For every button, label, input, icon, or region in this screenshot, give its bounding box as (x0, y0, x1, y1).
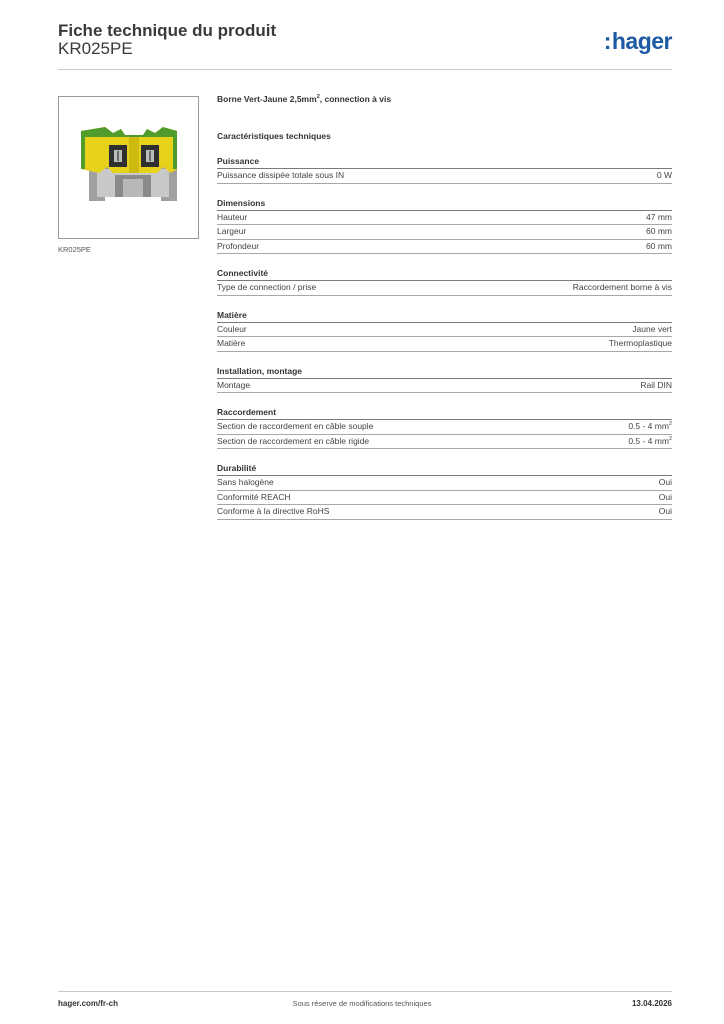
spec-value (659, 505, 672, 519)
spec-value-text: Oui (658, 491, 672, 502)
spec-label: Type de connection / prise (217, 282, 317, 292)
spec-row (217, 491, 672, 506)
spec-value (659, 476, 672, 490)
section-title: Matière (217, 310, 672, 323)
spec-value (646, 211, 672, 225)
spec-value (646, 225, 672, 239)
spec-row (217, 505, 672, 520)
spec-value (640, 379, 672, 393)
section-title: Dimensions (217, 198, 672, 211)
footer-divider (58, 991, 672, 992)
section-title: Puissance (217, 156, 672, 169)
spec-label: Section de raccordement en câble souple (217, 421, 374, 431)
spec-section (217, 268, 672, 296)
spec-value (609, 337, 672, 351)
spec-heading: Caractéristiques techniques (217, 131, 331, 141)
spec-row (217, 337, 672, 352)
spec-label: Conformité REACH (217, 491, 291, 502)
product-description-superscript: 2 (316, 94, 320, 101)
spec-row (217, 211, 672, 226)
section-title: Connectivité (217, 268, 672, 281)
logo-colon-mark: : (603, 28, 611, 54)
spec-value-text: Thermoplastique (608, 338, 672, 348)
spec-section (217, 463, 672, 520)
spec-label: Section de raccordement en câble rigide (217, 435, 370, 446)
spec-label: Largeur (217, 226, 247, 236)
spec-label: Puissance dissipée totale sous IN (217, 170, 345, 180)
footer-disclaimer: Sous réserve de modifications techniques (292, 999, 432, 1008)
spec-value-superscript: 2 (668, 421, 672, 428)
spec-section (217, 156, 672, 184)
spec-label: Montage (217, 379, 251, 390)
product-description-text: Borne Vert-Jaune 2,5mm (217, 94, 317, 104)
spec-label: Matière (217, 338, 246, 348)
spec-content (217, 94, 672, 520)
spec-section (217, 407, 672, 449)
spec-row (217, 379, 672, 394)
spec-value (646, 240, 672, 254)
spec-sections (217, 156, 672, 520)
spec-value (657, 169, 672, 183)
spec-value-superscript: 2 (668, 435, 672, 442)
spec-value (573, 281, 672, 295)
header-divider (58, 69, 672, 70)
spec-value-text: 47 mm (646, 211, 672, 222)
spec-value (628, 435, 672, 449)
spec-row (217, 420, 672, 435)
spec-label: Sans halogène (217, 477, 274, 487)
spec-row (217, 435, 672, 450)
spec-row (217, 240, 672, 255)
spec-section (217, 366, 672, 394)
spec-value-text: Oui (658, 477, 672, 487)
spec-label: Couleur (217, 323, 247, 334)
product-description-suffix: , connection à vis (319, 94, 392, 104)
spec-row (217, 476, 672, 491)
product-description (217, 94, 672, 108)
spec-value-text: Jaune vert (632, 323, 672, 334)
spec-value-text: 0.5 - 4 mm (628, 435, 669, 446)
spec-value (659, 491, 672, 505)
spec-value (628, 420, 672, 434)
spec-row (217, 281, 672, 296)
page-title: Fiche technique du produit (58, 21, 277, 40)
spec-label: Profondeur (217, 240, 260, 251)
image-caption: KR025PE (58, 245, 91, 254)
spec-value-text: 60 mm (646, 226, 672, 236)
spec-row (217, 169, 672, 184)
spec-row (217, 323, 672, 338)
spec-value-text: 0 W (656, 170, 672, 180)
spec-value-text: Rail DIN (640, 379, 672, 390)
product-reference: KR025PE (58, 39, 133, 58)
spec-label: Conforme à la directive RoHS (217, 506, 330, 516)
logo-text: hager (611, 28, 672, 54)
section-title: Installation, montage (217, 366, 672, 379)
spec-value-text: 60 mm (646, 240, 672, 251)
footer-website-link[interactable]: hager.com/fr-ch (58, 999, 119, 1008)
terminal-block-illustration (59, 97, 198, 238)
section-title: Durabilité (217, 463, 672, 476)
section-title: Raccordement (217, 407, 672, 420)
spec-value-text: Oui (658, 506, 672, 516)
spec-row (217, 225, 672, 240)
spec-value (632, 323, 672, 337)
spec-section (217, 310, 672, 352)
product-image (58, 96, 199, 239)
spec-value-text: Raccordement borne à vis (572, 282, 672, 292)
footer-date: 13.04.2026 (631, 999, 672, 1008)
hager-logo[interactable] (604, 28, 672, 55)
spec-label: Hauteur (217, 211, 248, 222)
spec-value-text: 0.5 - 4 mm (628, 421, 669, 431)
spec-section (217, 198, 672, 255)
